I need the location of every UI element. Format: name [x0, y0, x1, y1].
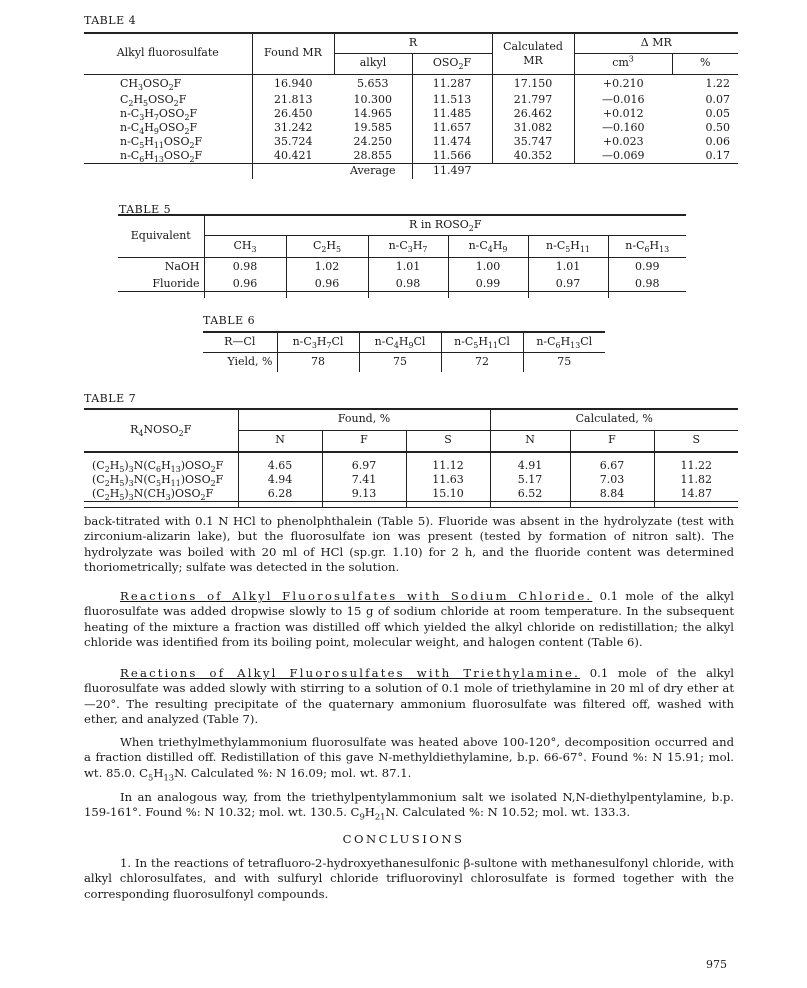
t7-cell-calculated: 11.22: [654, 459, 738, 473]
t5-head-col: $n-C_4H_9$: [448, 235, 528, 257]
t7-head-calculated: Calculated, %: [490, 409, 738, 430]
t5-head-col: $n-C_5H_{11}$: [528, 235, 608, 257]
t5-head-group: R in $ROSO_2F$: [204, 215, 686, 235]
t6-head-col: $n-C_6H_{13}Cl$: [523, 332, 605, 352]
t7-head-col: S: [406, 430, 490, 452]
paragraph-hydrolyzate: back-titrated with 0.1 N HCl to phenolphthalein (Table 5). Fluoride was absent in the hydrolyzate (test with zirconium-alizarin lake), but the fluorosulfate ion was present (tested by formation of nitron salt). The hydrolyzate was boiled with 20 ml of HCl (sp.gr. 1.10) for 2 h, and the fluoride content was determined thoriometrically; sulfate was detected in the solution.: [84, 514, 734, 575]
t5-cell-value: 1.01: [528, 257, 608, 277]
table6-caption: TABLE 6: [203, 314, 256, 327]
t4-cell-calculated: 31.082: [492, 121, 574, 135]
t5-head-col: $n-C_3H_7$: [368, 235, 448, 257]
t4-cell-delta-pct: 0.17: [672, 149, 738, 164]
t5-spacer: [528, 292, 608, 298]
t4-cell-oso2f: 11.287: [412, 74, 492, 93]
t5-spacer: [368, 292, 448, 298]
t4-cell-alkyl: 10.300: [353, 93, 392, 106]
t4-cell-name: $CH_3OSO_2F$: [120, 76, 182, 92]
conclusion-1: 1. In the reactions of tetrafluoro-2-hydroxyethanesulfonic β-sultone with methanesulfonyl chloride, with alkyl chlorosulfates, and with sulfuryl chloride trifluorovinyl chlorosulfate is formed together with the corresponding fluorosulfonyl compounds.: [84, 856, 734, 901]
t4-head-oso2f: $OSO_2F$: [412, 53, 492, 74]
t4-head-r: R: [334, 33, 492, 53]
t4-cell-found: 40.421: [252, 149, 334, 164]
table-row: [84, 74, 738, 93]
t5-cell-value: 0.96: [204, 277, 286, 292]
t7-head-col: N: [490, 430, 570, 452]
t4-cell-found: 16.940: [252, 74, 334, 93]
table4-caption: TABLE 4: [84, 14, 137, 27]
t5-spacer: [286, 292, 368, 298]
t4-cell-found: 35.724: [252, 135, 334, 149]
t7-head-col: S: [654, 430, 738, 452]
t4-cell-found: 31.242: [252, 121, 334, 135]
t4-cell-found: 21.813: [252, 93, 334, 107]
table-5: [118, 214, 686, 298]
heading-sodium-chloride: Reactions of Alkyl Fluorosulfates with Sodium Chloride.: [120, 589, 593, 603]
t7-cell-found: 15.10: [406, 487, 490, 502]
t7-cell-calculated: 11.82: [654, 473, 738, 487]
table-row: [84, 93, 738, 107]
t4-cell-oso2f: 11.513: [412, 93, 492, 107]
t4-cell-oso2f: 11.566: [412, 149, 492, 164]
t4-cell-alkyl: 5.653: [357, 76, 389, 90]
table-4: [84, 32, 738, 179]
t6-head-col: $n-C_5H_{11}Cl$: [441, 332, 523, 352]
t4-cell-calculated: 21.797: [492, 93, 574, 107]
t7-spacer: [322, 502, 406, 508]
t4-cell-delta-cm3: —0.016: [574, 93, 672, 107]
t7-cell-calculated: 6.67: [570, 459, 654, 473]
t4-cell-delta-cm3: —0.069: [574, 149, 672, 164]
t7-spacer: [238, 502, 322, 508]
t4-cell-delta-pct: 0.05: [705, 107, 730, 121]
t5-head-col: $C_2H_5$: [286, 235, 368, 257]
t4-head-delta-mr: Δ MR: [574, 33, 738, 53]
t5-cell-value: 0.96: [286, 277, 368, 292]
t7-cell-found: 11.63: [406, 473, 490, 487]
t4-cell-delta-pct: 1.22: [705, 76, 730, 90]
table5-caption: TABLE 5: [119, 203, 172, 216]
paragraph-sodium-chloride: Reactions of Alkyl Fluorosulfates with Sodium Chloride. 0.1 mole of the alkyl fluorosulfate was added dropwise slowly to 15 g of sodium chloride at room temperature. In the subsequent heating of the mixture a fraction was distilled off which yielded the alkyl chloride on redistillation; the alkyl chloride was identified from its boiling point, molecular weight, and halogen content (Table 6).: [84, 589, 734, 650]
t4-head-found-mr: Found MR: [252, 33, 334, 74]
t7-cell-found: 4.65: [238, 459, 322, 473]
t6-cell-yield: 78: [277, 352, 359, 372]
t4-cell-calculated: 35.747: [492, 135, 574, 149]
t7-cell-calculated: 14.87: [654, 487, 738, 502]
t5-cell-value: 0.98: [204, 257, 286, 277]
t4-cell-alkyl: 19.585: [353, 121, 392, 135]
t5-row-label: Fluoride: [118, 277, 204, 292]
t5-head-col: $CH_3$: [204, 235, 286, 257]
t4-cell-calculated: 26.462: [492, 107, 574, 121]
t4-cell-delta-cm3: +0.210: [574, 74, 672, 93]
t5-cell-value: 1.02: [286, 257, 368, 277]
table-row: [84, 149, 738, 164]
t5-cell-value: 1.01: [368, 257, 448, 277]
t6-cell-yield: 75: [359, 352, 441, 372]
t4-cell-alkyl: 28.855: [334, 149, 412, 164]
t5-row-label: NaOH: [164, 260, 200, 274]
t4-cell-name: $C_2H_5OSO_2F$: [120, 93, 187, 109]
paragraph-triethylamine: Reactions of Alkyl Fluorosulfates with Triethylamine. 0.1 mole of the alkyl fluorosulfate was added slowly with stirring to a solution of 0.1 mole of triethylamine in 20 ml of dry ether at —20°. The resulting precipitate of the quaternary ammonium fluorosulfate was filtered off, washed with ether, and analyzed (Table 7).: [84, 666, 734, 727]
t4-cell-alkyl: 24.250: [353, 135, 392, 149]
conclusions-heading: CONCLUSIONS: [342, 832, 465, 846]
t5-cell-value: 0.97: [528, 277, 608, 292]
t4-head-percent: %: [672, 53, 738, 74]
t4-head-alkyl: alkyl: [334, 53, 412, 74]
t7-cell-name: $(C_2H_5)_3N(C_5H_{11})OSO_2F$: [92, 473, 224, 489]
t4-cell-delta-cm3: —0.160: [574, 121, 672, 135]
t5-cell-value: 0.98: [608, 277, 686, 292]
t4-cell-alkyl: 14.965: [353, 107, 392, 121]
t7-spacer: [570, 502, 654, 508]
t4-cell-name: $n-C_3H_7OSO_2F$: [120, 107, 198, 123]
t7-cell-found: 6.28: [238, 487, 322, 502]
t6-cell-yield: 75: [523, 352, 605, 372]
t5-spacer: [118, 292, 204, 298]
t7-cell-name: $(C_2H_5)_3N(CH_3)OSO_2F$: [84, 487, 238, 502]
t5-cell-value: 0.99: [448, 277, 528, 292]
t4-cell-calculated: 40.352: [492, 149, 574, 164]
t6-yield-label: Yield, %: [227, 354, 273, 368]
table-row: [118, 277, 686, 292]
t7-cell-name: $(C_2H_5)_3N(C_6H_{13})OSO_2F$: [92, 459, 224, 475]
table-row: [84, 107, 738, 121]
t7-cell-found: 4.94: [238, 473, 322, 487]
table-row: [118, 257, 686, 277]
table-row: [84, 121, 738, 135]
t7-head-col: N: [238, 430, 322, 452]
t4-cell-delta-cm3: +0.012: [574, 107, 672, 121]
t4-cell-delta-pct: 0.07: [705, 93, 730, 106]
t7-spacer: [490, 502, 570, 508]
t4-cell-delta-pct: 0.50: [705, 121, 730, 135]
t7-cell-calculated: 7.03: [570, 473, 654, 487]
t5-cell-value: 1.00: [448, 257, 528, 277]
t5-spacer: [204, 292, 286, 298]
t7-head-col: F: [570, 430, 654, 452]
t4-average-value: 11.497: [412, 164, 492, 179]
t4-cell-calculated: 17.150: [492, 74, 574, 93]
t7-cell-calculated: 8.84: [570, 487, 654, 502]
table-row: [84, 459, 738, 473]
t4-cell-name: $n-C_5H_{11}OSO_2F$: [120, 135, 203, 151]
t7-spacer: [84, 502, 238, 508]
t7-cell-calculated: 6.52: [490, 487, 570, 502]
t4-cell-delta-pct: 0.06: [705, 135, 730, 149]
t4-head-cm3: $cm^3$: [574, 53, 672, 74]
t7-spacer: [654, 502, 738, 508]
t5-cell-value: 0.98: [368, 277, 448, 292]
table7-caption: TABLE 7: [84, 392, 137, 405]
page-number: 975: [706, 958, 727, 971]
t5-spacer: [608, 292, 686, 298]
t4-cell-found: 26.450: [252, 107, 334, 121]
t7-cell-calculated: 4.91: [490, 459, 570, 473]
t5-head-col: $n-C_6H_{13}$: [608, 235, 686, 257]
paragraph-diethylpentylamine: In an analogous way, from the triethylpentylammonium salt we isolated N,N-diethylpentylamine, b.p. 159-161°. Found %: N 10.32; mol. wt. 130.5. $C_9H_{21}N$. Calculated %: N 10.52; mol. wt. 133.3.: [84, 790, 734, 822]
t4-cell-oso2f: 11.474: [412, 135, 492, 149]
t4-average-label: Average: [349, 164, 396, 178]
table-row: [84, 135, 738, 149]
t6-cell-yield: 72: [441, 352, 523, 372]
t4-cell-oso2f: 11.485: [412, 107, 492, 121]
t7-head-col: F: [322, 430, 406, 452]
table-row: [84, 473, 738, 487]
t7-spacer: [406, 502, 490, 508]
t7-cell-found: 7.41: [322, 473, 406, 487]
t4-head-alkyl-fluorosulfate: Alkyl fluorosulfate: [84, 33, 252, 74]
t7-cell-found: 6.97: [322, 459, 406, 473]
t6-head-col: $n-C_4H_9Cl$: [359, 332, 441, 352]
table-7: [84, 408, 738, 508]
t6-head-col: $n-C_3H_7Cl$: [277, 332, 359, 352]
t7-cell-found: 11.12: [406, 459, 490, 473]
paragraph-methyldiethylamine: When triethylmethylammonium fluorosulfate was heated above 100-120°, decomposition occurred and a fraction distilled off. Redistillation of this gave N-methyldiethylamine, b.p. 66-67°. Found %: N 15.91; mol. wt. 85.0. $C_5H_{13}N$. Calculated %: N 16.09; mol. wt. 87.1.: [84, 735, 734, 783]
t7-cell-found: 9.13: [322, 487, 406, 502]
t4-cell-oso2f: 11.657: [412, 121, 492, 135]
t7-cell-calculated: 5.17: [490, 473, 570, 487]
t5-head-equivalent: Equivalent: [118, 215, 204, 257]
t4-cell-name: $n-C_4H_9OSO_2F$: [120, 121, 198, 137]
t5-spacer: [448, 292, 528, 298]
t5-cell-value: 0.99: [608, 257, 686, 277]
t7-head-found: Found, %: [238, 409, 490, 430]
t4-head-calculated-mr: Calculated MR: [492, 33, 574, 74]
table-row: [84, 487, 738, 502]
heading-triethylamine: Reactions of Alkyl Fluorosulfates with Triethylamine.: [120, 666, 580, 680]
table-6: [203, 331, 605, 372]
t7-head-r4noso2f: $R_4NOSO_2F$: [84, 409, 238, 452]
t4-cell-delta-cm3: +0.023: [574, 135, 672, 149]
t4-cell-name: $n-C_6H_{13}OSO_2F$: [84, 149, 252, 164]
t6-head-rcl: R—Cl: [224, 334, 256, 348]
